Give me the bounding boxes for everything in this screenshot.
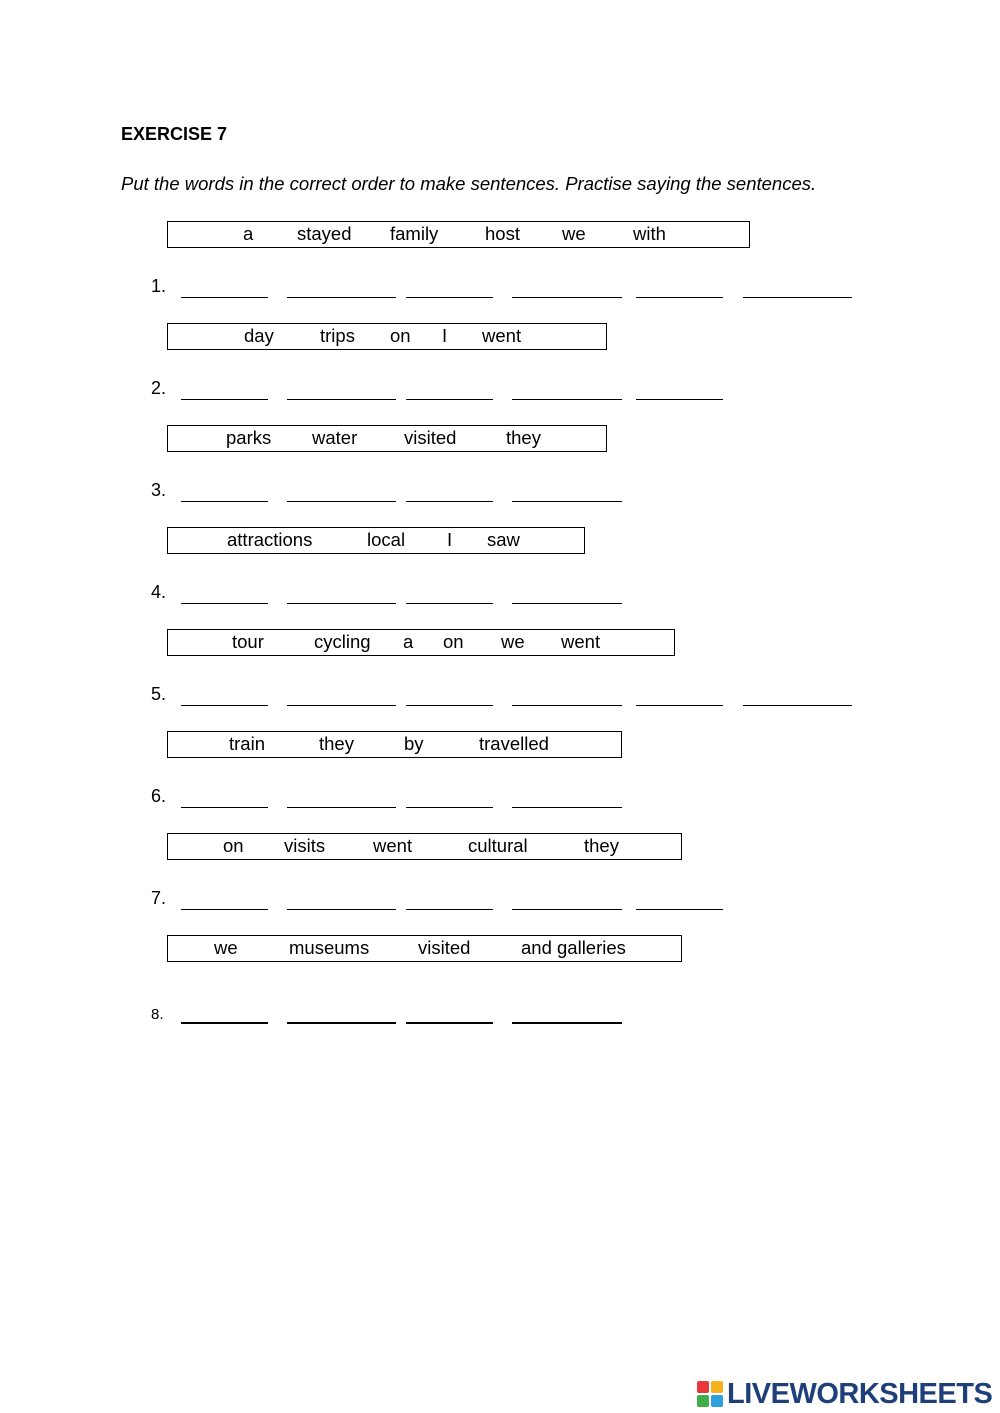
- word-box-3: [167, 425, 607, 452]
- word-chip: parks: [226, 427, 272, 448]
- answer-blank[interactable]: [636, 297, 723, 298]
- word-chip: went: [482, 325, 522, 346]
- answer-blank[interactable]: [406, 501, 493, 502]
- word-chip: stayed: [297, 223, 352, 244]
- answer-blank[interactable]: [287, 297, 396, 298]
- word-box-4: [167, 527, 585, 554]
- exercise-title: EXERCISE 7: [121, 124, 228, 144]
- answer-blank[interactable]: [406, 909, 493, 910]
- word-chip: water: [312, 427, 358, 448]
- word-chip: went: [561, 631, 601, 652]
- word-box-1: [167, 221, 750, 248]
- word-chip: family: [390, 223, 439, 244]
- word-chip: trips: [320, 325, 355, 346]
- word-chip: tour: [232, 631, 264, 652]
- instructions: Put the words in the correct order to make sentences. Practise saying the sentences.: [121, 173, 817, 194]
- word-chip: cycling: [314, 631, 371, 652]
- answer-blank[interactable]: [743, 705, 852, 706]
- answer-blank[interactable]: [512, 399, 622, 400]
- answer-blank[interactable]: [181, 399, 268, 400]
- logo-square-red: [697, 1381, 709, 1393]
- answer-blank[interactable]: [406, 297, 493, 298]
- answer-blank[interactable]: [181, 603, 268, 604]
- word-chip: visited: [418, 937, 471, 958]
- answer-blank[interactable]: [287, 705, 396, 706]
- answer-blank[interactable]: [181, 1022, 268, 1024]
- word-chip: local: [367, 529, 406, 550]
- answer-blank[interactable]: [181, 297, 268, 298]
- word-box-8: [167, 935, 682, 962]
- word-chip: day: [244, 325, 274, 346]
- word-box-6: [167, 731, 622, 758]
- word-chip: with: [633, 223, 666, 244]
- word-chip: I: [442, 325, 448, 346]
- answer-blank[interactable]: [181, 705, 268, 706]
- word-chip: attractions: [227, 529, 313, 550]
- word-chip: museums: [289, 937, 370, 958]
- answer-blank[interactable]: [636, 705, 723, 706]
- word-chip: saw: [487, 529, 520, 550]
- word-chip: train: [229, 733, 265, 754]
- logo-text: LIVEWORKSHEETS: [727, 1377, 993, 1410]
- answer-blank[interactable]: [512, 603, 622, 604]
- logo-square-yellow: [711, 1381, 723, 1393]
- liveworksheets-logo: [697, 1377, 992, 1411]
- answer-blank[interactable]: [512, 1022, 622, 1024]
- answer-number-5: 5.: [151, 684, 167, 704]
- word-chip: they: [506, 427, 541, 448]
- answer-blank[interactable]: [287, 909, 396, 910]
- word-chip: they: [319, 733, 354, 754]
- word-chip: travelled: [479, 733, 549, 754]
- word-chip: cultural: [468, 835, 528, 856]
- logo-square-blue: [711, 1395, 723, 1407]
- word-box-5: [167, 629, 675, 656]
- answer-number-8: 8.: [151, 1006, 164, 1023]
- word-chip: went: [373, 835, 413, 856]
- word-chip: on: [223, 835, 244, 856]
- answer-blank[interactable]: [287, 1022, 396, 1024]
- word-chip: and galleries: [521, 937, 626, 958]
- answer-blank[interactable]: [181, 501, 268, 502]
- answer-blank[interactable]: [287, 399, 396, 400]
- answer-blank[interactable]: [287, 807, 396, 808]
- word-chip: we: [214, 937, 238, 958]
- answer-number-6: 6.: [151, 786, 167, 806]
- answer-blank[interactable]: [512, 705, 622, 706]
- answer-blank[interactable]: [181, 909, 268, 910]
- answer-blank[interactable]: [636, 909, 723, 910]
- answer-blank[interactable]: [406, 603, 493, 604]
- logo-square-green: [697, 1395, 709, 1407]
- word-chip: host: [485, 223, 520, 244]
- word-chip: by: [404, 733, 424, 754]
- answer-blank[interactable]: [181, 807, 268, 808]
- word-chip: we: [562, 223, 586, 244]
- word-chip: we: [501, 631, 525, 652]
- answer-blank[interactable]: [287, 501, 396, 502]
- answer-blank[interactable]: [406, 399, 493, 400]
- answer-number-3: 3.: [151, 480, 167, 500]
- word-box-7: [167, 833, 682, 860]
- answer-blank[interactable]: [512, 297, 622, 298]
- answer-number-2: 2.: [151, 378, 167, 398]
- answer-blank[interactable]: [512, 501, 622, 502]
- answer-number-7: 7.: [151, 888, 167, 908]
- answer-blank[interactable]: [406, 1022, 493, 1024]
- answer-number-4: 4.: [151, 582, 167, 602]
- answer-blank[interactable]: [512, 807, 622, 808]
- answer-blank[interactable]: [636, 399, 723, 400]
- answer-blank[interactable]: [406, 705, 493, 706]
- logo-mark-icon: [697, 1381, 723, 1407]
- answer-number-1: 1.: [151, 276, 167, 296]
- answer-blank[interactable]: [287, 603, 396, 604]
- answer-blank[interactable]: [406, 807, 493, 808]
- answer-blank[interactable]: [512, 909, 622, 910]
- word-chip: a: [243, 223, 254, 244]
- word-chip: visits: [284, 835, 326, 856]
- word-chip: visited: [404, 427, 457, 448]
- answer-blank[interactable]: [743, 297, 852, 298]
- word-box-2: [167, 323, 607, 350]
- word-chip: they: [584, 835, 619, 856]
- word-chip: a: [403, 631, 414, 652]
- word-chip: on: [390, 325, 411, 346]
- word-chip: on: [443, 631, 464, 652]
- word-chip: I: [447, 529, 453, 550]
